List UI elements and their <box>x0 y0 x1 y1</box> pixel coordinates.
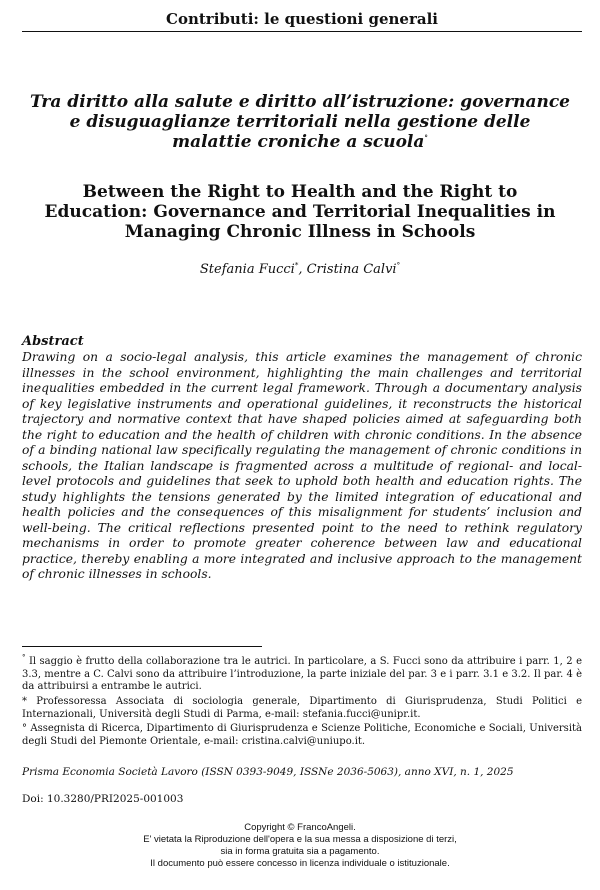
copyright-line: E' vietata la Riproduzione dell'opera e la sua messa a disposizione di terzi, <box>143 834 457 845</box>
author-2-mark: ° <box>396 261 401 270</box>
author-1-mark: * <box>294 261 299 270</box>
copyright-line: sia in forma gratuita sia a pagamento. <box>220 846 380 857</box>
footnote-mark: ° <box>22 723 27 734</box>
italian-title-text: Tra diritto alla salute e diritto all’istruzione: governance e disuguaglianze territoriali nella gestione delle malattie croniche a scuola <box>30 92 570 152</box>
footnote-collaboration <box>22 653 582 694</box>
italian-title <box>30 92 570 152</box>
footnote-text: Il saggio è frutto della collaborazione tra le autrici. In particolare, a S. Fucci sono da attribuire i parr. 1, 2 e 3.3, mentre a C. Calvi sono da attribuire l’introduzione, la parte iniziale del par. 3 e i parr. 3.1 e 3.2. Il par. 4 è da attribuirsi a entrambe le autrici. <box>22 656 582 692</box>
running-header: Contributi: le questioni generali <box>22 10 582 32</box>
copyright-line: Copyright © FrancoAngeli. <box>244 822 356 833</box>
footnote-text: Assegnista di Ricerca, Dipartimento di Giurisprudenza e Scienze Politiche, Economiche e Sociali, Università degli Studi del Piemonte Orientale, e-mail: cristina.calvi@uniupo.it. <box>22 723 582 747</box>
copyright-line: Il documento può essere concesso in licenza individuale o istituzionale. <box>150 858 450 869</box>
footnote-text: Professoressa Associata di sociologia generale, Dipartimento di Giurisprudenza, Studi Politici e Internazionali, Università degli Studi di Parma, e-mail: stefania.fucci@unipr.it. <box>22 696 582 720</box>
abstract-heading: Abstract <box>22 334 84 349</box>
copyright-notice <box>100 822 500 870</box>
italian-title-footnote-mark: ° <box>424 133 428 143</box>
footnote-author-2 <box>22 723 582 748</box>
journal-citation: Prisma Economia Società Lavoro (ISSN 0393-9049, ISSNe 2036-5063), anno XVI, n. 1, 2025 <box>22 766 514 778</box>
footnote-mark: * <box>22 696 27 707</box>
abstract-text: Drawing on a socio-legal analysis, this article examines the management of chronic illnesses in the school environment, highlighting the main challenges and territorial inequalities embedded in the current legal framework. Through a documentary analysis of key legislative instruments and operational guidelines, it reconstructs the historical trajectory and normative context that have shaped policies aimed at safeguarding both the right to education and the health of children with chronic conditions. In the absence of a binding national law specifically regulating the management of chronic conditions in schools, the Italian landscape is fragmented across a multitude of regional- and local-level protocols and guidelines that seek to uphold both health and education rights. The study highlights the tensions generated by the limited integration of educational and health policies and the consequences of this misalignment for students’ inclusion and well-being. The critical reflections presented point to the need to rethink regulatory mechanisms in order to promote greater coherence between law and educational practice, thereby enabling a more integrated and inclusive approach to the management of chronic illnesses in schools. <box>22 350 582 581</box>
author-1: Stefania Fucci <box>199 262 295 277</box>
footnote-divider <box>22 646 262 647</box>
author-separator: , <box>298 262 307 277</box>
author-2: Cristina Calvi <box>306 262 397 277</box>
footnote-author-1 <box>22 696 582 721</box>
footnote-mark: ° <box>22 653 26 662</box>
english-title: Between the Right to Health and the Right to Education: Governance and Territorial Inequalities in Managing Chronic Illness in Schools <box>44 182 556 242</box>
doi: Doi: 10.3280/PRI2025-001003 <box>22 793 184 805</box>
authors <box>30 262 570 277</box>
